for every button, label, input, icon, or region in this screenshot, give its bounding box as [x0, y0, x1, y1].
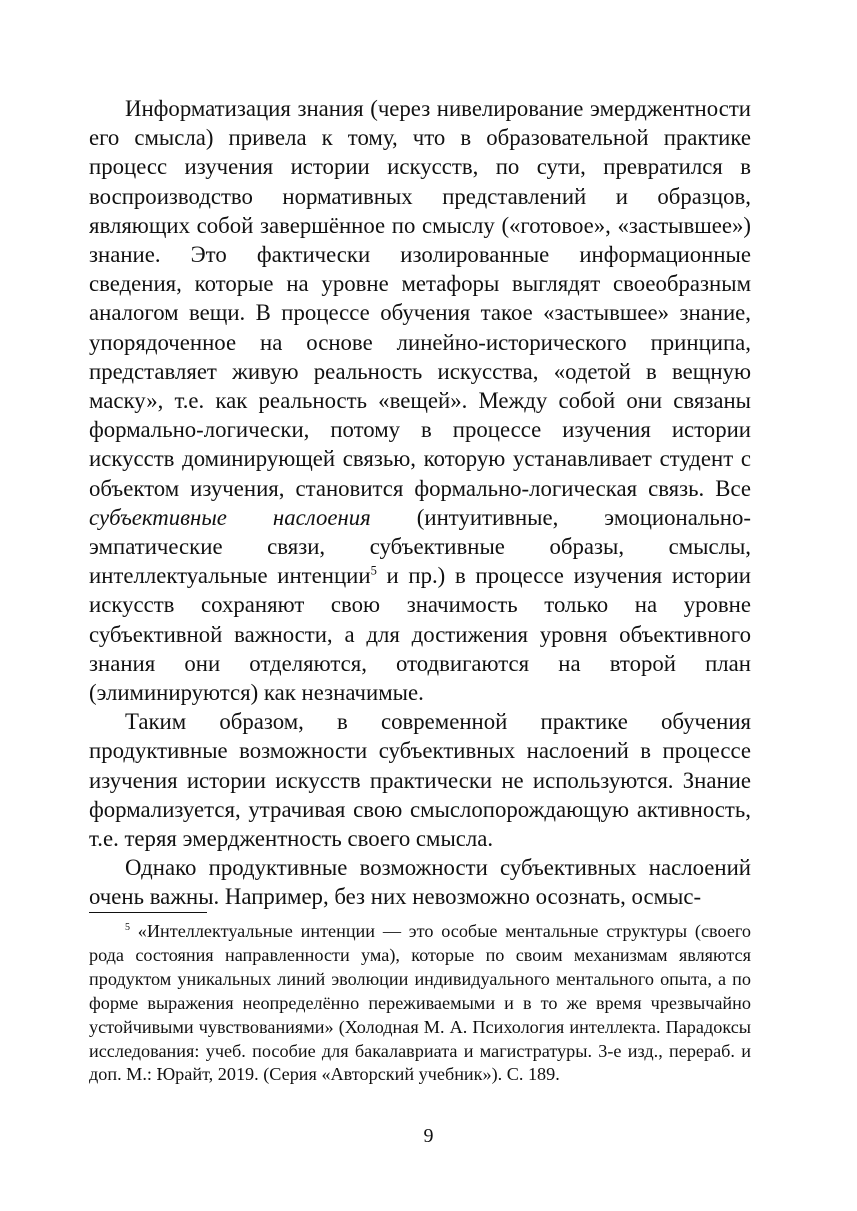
paragraph-1-text-c: и пр.) в процессе изучения истории искусств сохраняют свою значимость только на уровне субъективной важности, а для достижения уровня объективного знания они отделяются, отодвигаются на второй план (элиминируются) как незначимые. [89, 563, 752, 706]
paragraph-1-text-a: Информатизация знания (через нивелирование эмерджентности его смысла) привела к тому, что в образовательной практике процесс изучения истории искусств, по сути, превратился в воспроизводство нормативных представлений и образцов, являющих собой завершённое по смыслу («готовое», «застывшее») знание. Это фактически изолированные информационные сведения, которые на уровне метафоры выглядят своеобразным аналогом вещи. В процессе обучения такое «застывшее» знание, упорядоченное на основе линейно-исторического принципа, представляет живую реальность искусства, «одетой в вещную маску», т.е. как реальность «вещей». Между собой они связаны формально-логически, потому в процессе изучения истории искусств доминирующей связью, которую устанавливает студент с объектом изучения, становится формально-логическая связь. Все [89, 96, 751, 501]
footnote [89, 920, 751, 1087]
page-number: 9 [423, 1125, 434, 1147]
italic-term: субъективные наслоения [89, 504, 371, 530]
paragraph-1-text-b: (интуитивные, эмоционально-эмпатические связи, субъективные образы, смыслы, интеллектуальные интенции [89, 504, 751, 589]
paragraph-1 [89, 94, 751, 707]
paragraph-2: Таким образом, в современной практике обучения продуктивные возможности субъективных наслоений в процессе изучения истории искусств практически не используются. Знание формализуется, утрачивая свою смыслопорождающую активность, т.е. теряя эмерджентность своего смысла. [89, 709, 751, 852]
footnote-reference[interactable]: 5 [370, 563, 377, 578]
paragraph-3: Однако продуктивные возможности субъективных наслоений очень важны. Например, без них невозможно осознать, осмыс- [89, 855, 751, 910]
footnote-marker: 5 [125, 921, 130, 933]
footnote-separator [89, 912, 207, 913]
footnote-text: «Интеллектуальные интенции — это особые ментальные структуры (своего рода состояния направленности ума), которые по своим механизмам являются продуктом уникальных линий эволюции индивидуального ментального опыта, а по форме выражения неопределённо переживаемыми и в то же время чрезвычайно устойчивыми чувствованиями» (Холодная М. А. Психология интеллекта. Парадоксы исследования: учеб. пособие для бакалавриата и магистратуры. 3-е изд., перераб. и доп. М.: Юрайт, 2019. (Серия «Авторский учебник»). С. 189. [89, 921, 751, 1085]
main-text [89, 94, 751, 912]
